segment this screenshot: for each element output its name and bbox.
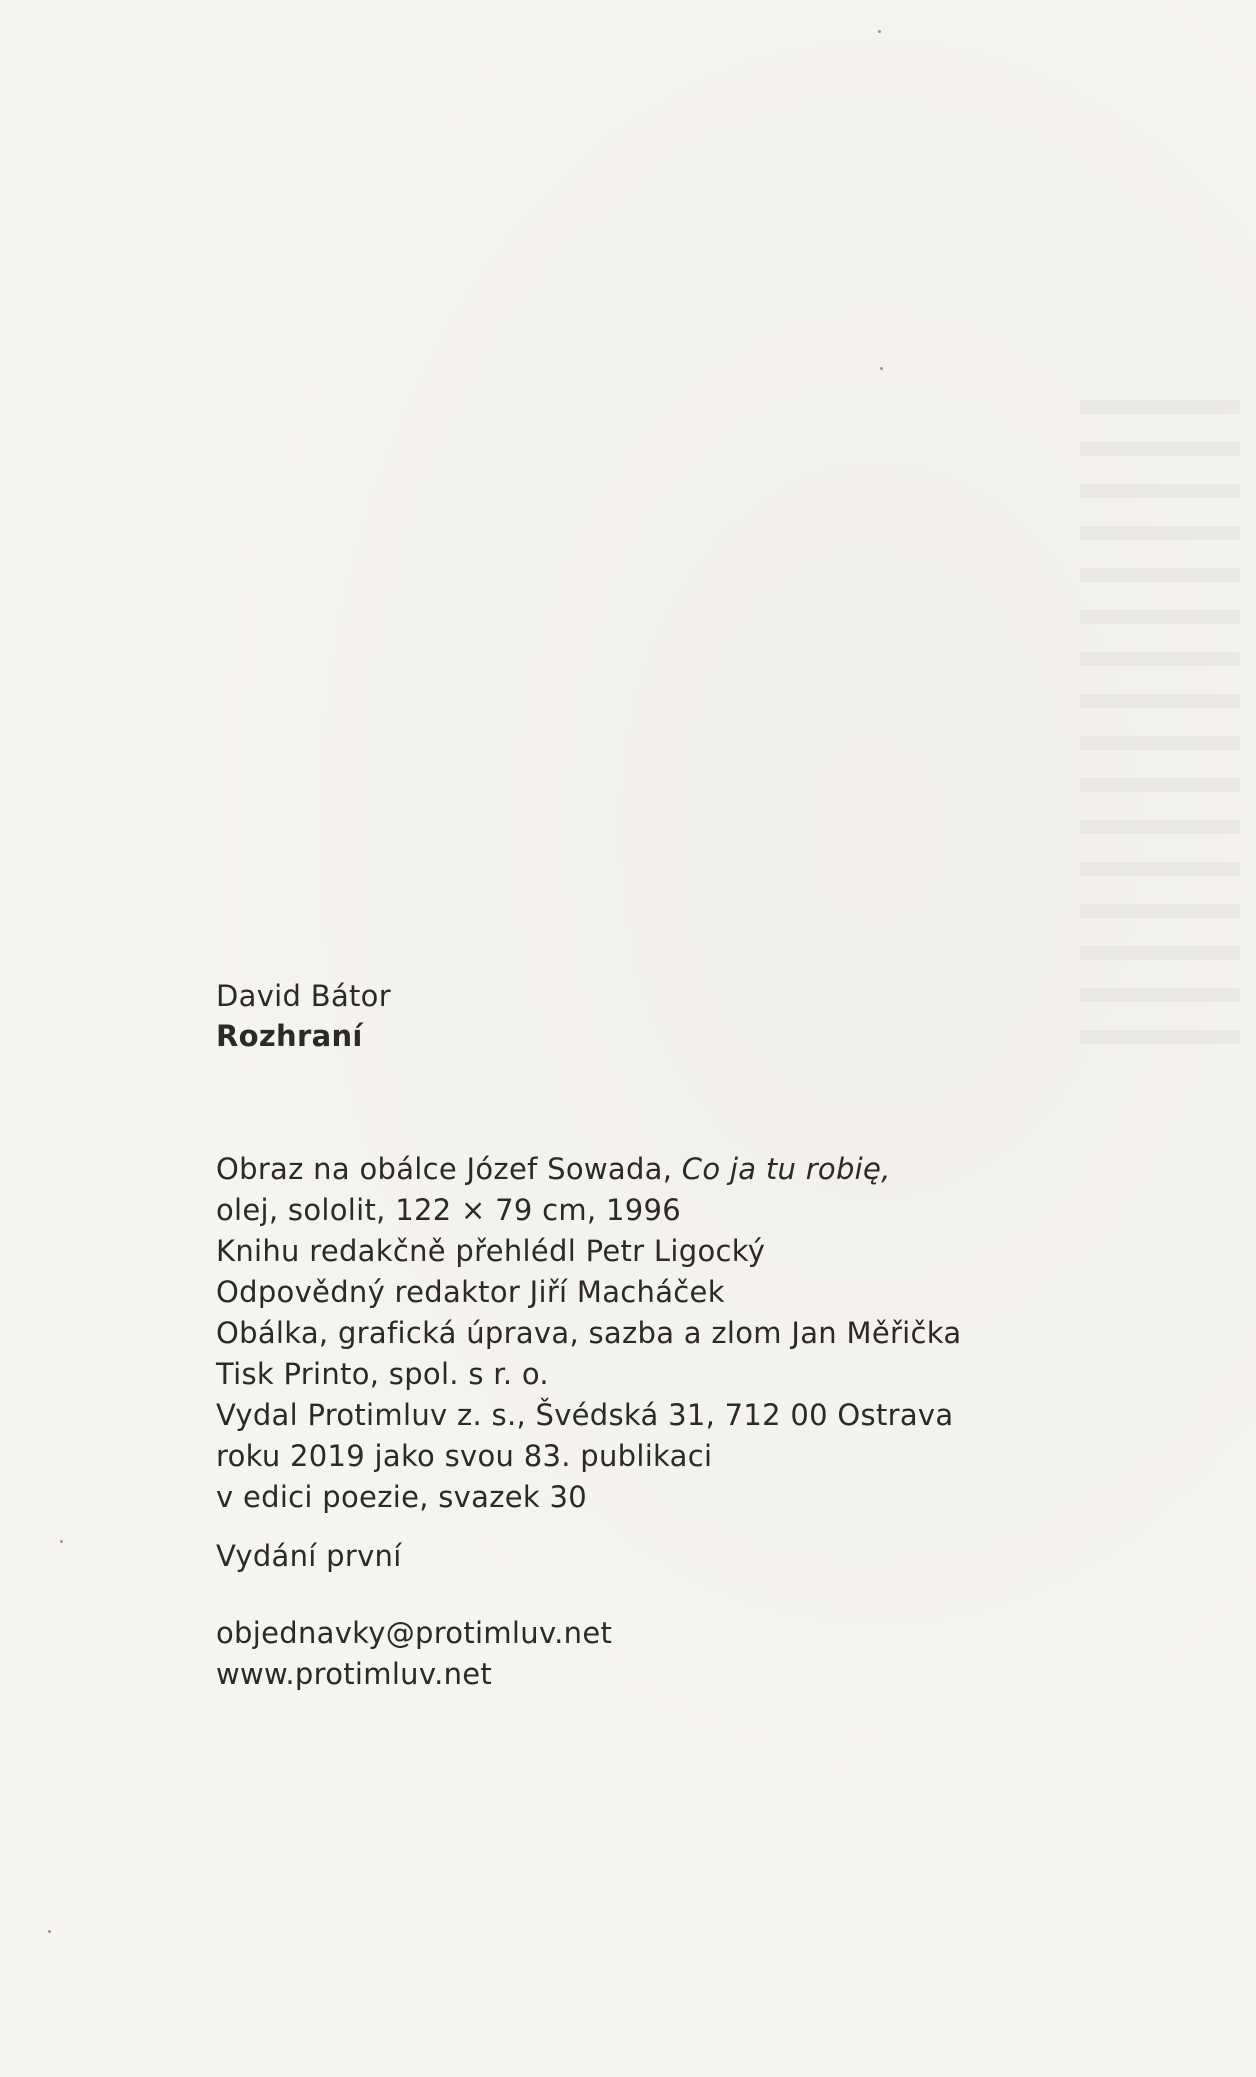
publication-year: roku 2019 jako svou 83. publikaci	[216, 1439, 713, 1473]
publisher-credit: Vydal Protimluv z. s., Švédská 31, 712 00 Ostrava	[216, 1398, 954, 1432]
book-title: Rozhraní	[216, 1019, 363, 1053]
editor-credit: Knihu redakčně přehlédl Petr Ligocký	[216, 1234, 766, 1268]
paper-speck	[878, 30, 881, 33]
colophon	[216, 976, 1116, 1695]
paper-speck	[880, 367, 883, 370]
series-info: v edici poezie, svazek 30	[216, 1480, 587, 1514]
show-through-texture	[1080, 400, 1240, 1060]
cover-work-title: Co ja tu robię,	[681, 1152, 891, 1186]
paper-speck	[60, 1540, 63, 1543]
cover-medium: olej, sololit, 122 × 79 cm, 1996	[216, 1193, 681, 1227]
responsible-editor-credit: Odpovědný redaktor Jiří Macháček	[216, 1275, 725, 1309]
cover-credit	[216, 1149, 1116, 1190]
print-credit: Tisk Printo, spol. s r. o.	[216, 1357, 549, 1391]
author-name: David Bátor	[216, 979, 391, 1013]
edition-info: Vydání první	[216, 1539, 402, 1573]
paper-speck	[48, 1930, 51, 1933]
design-credit: Obálka, grafická úprava, sazba a zlom Jan Měřička	[216, 1316, 962, 1350]
contact-email[interactable]: objednavky@protimluv.net	[216, 1616, 613, 1650]
contact-website[interactable]: www.protimluv.net	[216, 1657, 493, 1691]
cover-credit-prefix: Obraz na obálce Józef Sowada,	[216, 1152, 682, 1186]
